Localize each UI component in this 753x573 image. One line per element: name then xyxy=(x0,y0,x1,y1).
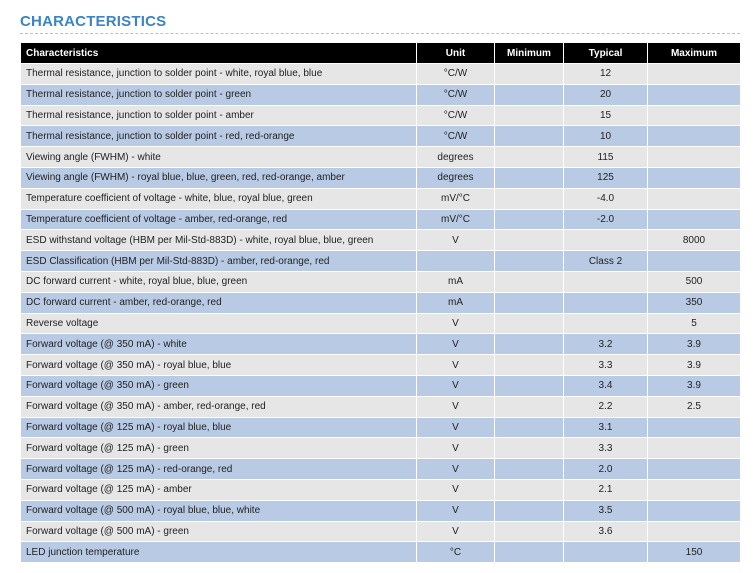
cell-characteristic: Thermal resistance, junction to solder point - white, royal blue, blue xyxy=(21,64,417,85)
cell-maximum: 500 xyxy=(648,271,741,292)
cell-typical: 20 xyxy=(564,84,648,105)
table-row xyxy=(21,459,741,480)
cell-maximum xyxy=(648,84,741,105)
column-header-typical: Typical xyxy=(564,43,648,64)
cell-maximum xyxy=(648,500,741,521)
cell-minimum xyxy=(495,375,564,396)
cell-characteristic: ESD Classification (HBM per Mil-Std-883D) - amber, red-orange, red xyxy=(21,251,417,272)
cell-minimum xyxy=(495,438,564,459)
table-body xyxy=(21,64,741,563)
cell-typical: 3.3 xyxy=(564,355,648,376)
section-title: CHARACTERISTICS xyxy=(20,13,167,30)
cell-unit: V xyxy=(417,375,495,396)
cell-typical: 2.2 xyxy=(564,396,648,417)
table-row xyxy=(21,375,741,396)
cell-minimum xyxy=(495,105,564,126)
table-row xyxy=(21,105,741,126)
cell-characteristic: Forward voltage (@ 500 mA) - green xyxy=(21,521,417,542)
cell-typical: 3.4 xyxy=(564,375,648,396)
cell-characteristic: Forward voltage (@ 125 mA) - amber xyxy=(21,479,417,500)
cell-characteristic: Forward voltage (@ 350 mA) - amber, red-orange, red xyxy=(21,396,417,417)
cell-typical: 2.0 xyxy=(564,459,648,480)
column-header-minimum: Minimum xyxy=(495,43,564,64)
cell-unit: V xyxy=(417,230,495,251)
cell-maximum xyxy=(648,251,741,272)
cell-characteristic: Thermal resistance, junction to solder point - red, red-orange xyxy=(21,126,417,147)
cell-unit: V xyxy=(417,438,495,459)
cell-typical xyxy=(564,313,648,334)
cell-maximum xyxy=(648,126,741,147)
table-row xyxy=(21,334,741,355)
cell-minimum xyxy=(495,147,564,168)
table-row xyxy=(21,313,741,334)
cell-unit: °C/W xyxy=(417,105,495,126)
cell-minimum xyxy=(495,251,564,272)
cell-characteristic: Forward voltage (@ 500 mA) - royal blue, blue, white xyxy=(21,500,417,521)
cell-maximum: 150 xyxy=(648,542,741,563)
cell-unit: mV/°C xyxy=(417,209,495,230)
cell-characteristic: Forward voltage (@ 350 mA) - royal blue, blue xyxy=(21,355,417,376)
cell-typical: 15 xyxy=(564,105,648,126)
cell-maximum: 8000 xyxy=(648,230,741,251)
table-row xyxy=(21,209,741,230)
cell-minimum xyxy=(495,126,564,147)
cell-maximum xyxy=(648,147,741,168)
cell-maximum xyxy=(648,459,741,480)
cell-typical: 3.6 xyxy=(564,521,648,542)
table-row xyxy=(21,355,741,376)
characteristics-table xyxy=(20,42,741,563)
cell-unit: V xyxy=(417,334,495,355)
cell-maximum xyxy=(648,479,741,500)
cell-unit: V xyxy=(417,417,495,438)
table-row xyxy=(21,126,741,147)
cell-unit: V xyxy=(417,313,495,334)
cell-maximum: 3.9 xyxy=(648,334,741,355)
cell-unit: degrees xyxy=(417,167,495,188)
cell-characteristic: Thermal resistance, junction to solder point - green xyxy=(21,84,417,105)
table-row xyxy=(21,542,741,563)
table-row xyxy=(21,500,741,521)
cell-typical: 3.2 xyxy=(564,334,648,355)
cell-unit: V xyxy=(417,521,495,542)
cell-maximum xyxy=(648,64,741,85)
cell-minimum xyxy=(495,459,564,480)
cell-typical: -4.0 xyxy=(564,188,648,209)
cell-minimum xyxy=(495,188,564,209)
cell-typical: 115 xyxy=(564,147,648,168)
cell-typical xyxy=(564,271,648,292)
cell-minimum xyxy=(495,84,564,105)
cell-unit: mA xyxy=(417,271,495,292)
cell-maximum xyxy=(648,438,741,459)
column-header-unit: Unit xyxy=(417,43,495,64)
cell-typical xyxy=(564,230,648,251)
cell-characteristic: LED junction temperature xyxy=(21,542,417,563)
cell-unit: V xyxy=(417,355,495,376)
table-row xyxy=(21,271,741,292)
cell-maximum xyxy=(648,521,741,542)
cell-characteristic: DC forward current - white, royal blue, blue, green xyxy=(21,271,417,292)
cell-typical: 12 xyxy=(564,64,648,85)
cell-maximum xyxy=(648,417,741,438)
cell-minimum xyxy=(495,167,564,188)
cell-characteristic: Forward voltage (@ 125 mA) - red-orange, red xyxy=(21,459,417,480)
cell-typical: 3.1 xyxy=(564,417,648,438)
cell-characteristic: Thermal resistance, junction to solder point - amber xyxy=(21,105,417,126)
table-row xyxy=(21,251,741,272)
cell-maximum xyxy=(648,188,741,209)
table-row xyxy=(21,147,741,168)
cell-minimum xyxy=(495,209,564,230)
cell-characteristic: Forward voltage (@ 350 mA) - white xyxy=(21,334,417,355)
cell-typical: 125 xyxy=(564,167,648,188)
cell-unit: mA xyxy=(417,292,495,313)
cell-unit: °C/W xyxy=(417,64,495,85)
cell-characteristic: Forward voltage (@ 125 mA) - green xyxy=(21,438,417,459)
cell-unit: degrees xyxy=(417,147,495,168)
cell-maximum: 3.9 xyxy=(648,355,741,376)
cell-maximum xyxy=(648,167,741,188)
cell-typical: -2.0 xyxy=(564,209,648,230)
table-row xyxy=(21,167,741,188)
cell-unit: °C/W xyxy=(417,126,495,147)
table-row xyxy=(21,521,741,542)
cell-maximum: 350 xyxy=(648,292,741,313)
cell-unit: mV/°C xyxy=(417,188,495,209)
table-row xyxy=(21,230,741,251)
cell-minimum xyxy=(495,355,564,376)
cell-characteristic: Temperature coefficient of voltage - white, blue, royal blue, green xyxy=(21,188,417,209)
title-divider xyxy=(20,33,740,34)
table-row xyxy=(21,479,741,500)
cell-maximum: 5 xyxy=(648,313,741,334)
table-row xyxy=(21,396,741,417)
column-header-maximum: Maximum xyxy=(648,43,741,64)
cell-minimum xyxy=(495,521,564,542)
cell-maximum: 3.9 xyxy=(648,375,741,396)
column-header-characteristics: Characteristics xyxy=(21,43,417,64)
table-row xyxy=(21,188,741,209)
cell-minimum xyxy=(495,334,564,355)
cell-unit: V xyxy=(417,479,495,500)
cell-unit: °C/W xyxy=(417,84,495,105)
table-row xyxy=(21,84,741,105)
cell-characteristic: Viewing angle (FWHM) - royal blue, blue, green, red, red-orange, amber xyxy=(21,167,417,188)
cell-minimum xyxy=(495,313,564,334)
table-header-row xyxy=(21,43,741,64)
cell-minimum xyxy=(495,542,564,563)
table-row xyxy=(21,438,741,459)
cell-characteristic: Reverse voltage xyxy=(21,313,417,334)
cell-minimum xyxy=(495,500,564,521)
cell-typical: Class 2 xyxy=(564,251,648,272)
cell-maximum: 2.5 xyxy=(648,396,741,417)
cell-minimum xyxy=(495,292,564,313)
cell-typical: 2.1 xyxy=(564,479,648,500)
cell-minimum xyxy=(495,271,564,292)
cell-minimum xyxy=(495,230,564,251)
cell-maximum xyxy=(648,209,741,230)
cell-characteristic: Temperature coefficient of voltage - amber, red-orange, red xyxy=(21,209,417,230)
cell-typical: 3.5 xyxy=(564,500,648,521)
cell-unit: V xyxy=(417,459,495,480)
cell-unit xyxy=(417,251,495,272)
cell-minimum xyxy=(495,479,564,500)
cell-characteristic: DC forward current - amber, red-orange, red xyxy=(21,292,417,313)
cell-typical xyxy=(564,542,648,563)
cell-minimum xyxy=(495,64,564,85)
table-row xyxy=(21,64,741,85)
cell-minimum xyxy=(495,396,564,417)
table-row xyxy=(21,292,741,313)
cell-characteristic: Viewing angle (FWHM) - white xyxy=(21,147,417,168)
cell-typical xyxy=(564,292,648,313)
cell-unit: V xyxy=(417,396,495,417)
cell-characteristic: Forward voltage (@ 350 mA) - green xyxy=(21,375,417,396)
table-row xyxy=(21,417,741,438)
cell-maximum xyxy=(648,105,741,126)
cell-unit: V xyxy=(417,500,495,521)
cell-characteristic: Forward voltage (@ 125 mA) - royal blue, blue xyxy=(21,417,417,438)
cell-typical: 3.3 xyxy=(564,438,648,459)
cell-typical: 10 xyxy=(564,126,648,147)
cell-minimum xyxy=(495,417,564,438)
cell-unit: °C xyxy=(417,542,495,563)
cell-characteristic: ESD withstand voltage (HBM per Mil-Std-883D) - white, royal blue, blue, green xyxy=(21,230,417,251)
